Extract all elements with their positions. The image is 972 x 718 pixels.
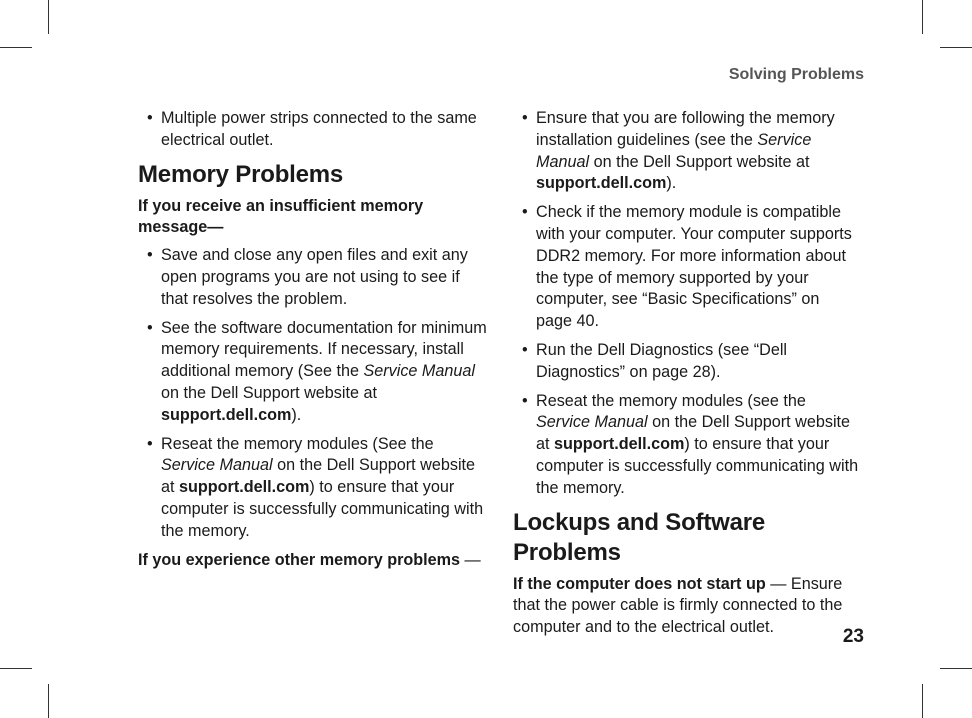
text-run: ) to ensure that your computer is successfully communicating with the memory. (161, 478, 484, 540)
crop-mark (922, 0, 923, 34)
text-run: See the software documentation for minimum memory requirements. If necessary, install additional memory (See the (161, 318, 487, 381)
list-item (513, 108, 859, 195)
crop-mark (940, 668, 972, 669)
list-item (138, 318, 490, 427)
service-manual-title: Service Manual (536, 413, 648, 432)
right-column (513, 108, 859, 645)
page-number: 23 (842, 626, 864, 647)
crop-mark (940, 47, 972, 48)
support-url: support.dell.com (161, 405, 292, 424)
list-item: • Check if the memory module is compatible with your computer. Your computer supports DDR2 memory. For more information about the type of memory supported by your computer, see “Basic Specifications” on page 40. (513, 202, 859, 333)
memory-problems-heading: Memory Problems (138, 160, 344, 188)
left-column (138, 108, 490, 577)
support-url: support.dell.com (179, 478, 310, 497)
running-header: Solving Problems (728, 66, 864, 83)
bullet-list (138, 245, 490, 542)
lead-rest: — (460, 550, 481, 569)
list-item: • Multiple power strips connected to the same electrical outlet. (138, 108, 490, 152)
crop-mark (0, 47, 32, 48)
crop-mark (48, 684, 49, 718)
list-item (513, 391, 859, 500)
text-run: on the Dell Support website at (589, 152, 810, 171)
crop-mark (922, 684, 923, 718)
service-manual-title: Service Manual (363, 362, 476, 381)
lead-bold: If you experience other memory problems (138, 550, 461, 569)
service-manual-title: Service Manual (536, 130, 812, 171)
list-item: • Run the Dell Diagnostics (see “Dell Diagnostics” on page 28). (513, 340, 859, 384)
text-run: Ensure that you are following the memory installation guidelines (see the (536, 109, 835, 149)
bullet-list (513, 108, 859, 500)
insufficient-memory-lead: If you receive an insufficient memory message— (138, 196, 424, 237)
text-run: ). (291, 405, 302, 424)
text-run: on the Dell Support website at (161, 456, 476, 497)
text-run: on the Dell Support website at (536, 413, 851, 454)
text-run: ). (666, 174, 677, 193)
lead-bold: If the computer does not start up (513, 574, 766, 593)
bullet-list (138, 108, 490, 152)
crop-mark (48, 0, 49, 34)
lockups-heading: Lockups and Software Problems (513, 508, 766, 566)
service-manual-title: Service Manual (161, 456, 273, 475)
list-item: • Save and close any open files and exit any open programs you are not using to see if that resolves the problem. (138, 245, 490, 310)
support-url: support.dell.com (554, 435, 685, 454)
text-run: Reseat the memory modules (See the (161, 434, 434, 453)
text-run: ) to ensure that your computer is successfully communicating with the memory. (536, 435, 859, 497)
lead-rest: — Ensure that the power cable is firmly connected to the computer and to the electrical outlet. (513, 574, 843, 637)
text-run: on the Dell Support website at (161, 383, 377, 402)
other-memory-lead (138, 550, 490, 572)
crop-mark (0, 668, 32, 669)
text-run: Reseat the memory modules (see the (536, 391, 806, 410)
start-up-lead (513, 574, 859, 639)
support-url: support.dell.com (536, 174, 667, 193)
list-item (138, 434, 490, 543)
